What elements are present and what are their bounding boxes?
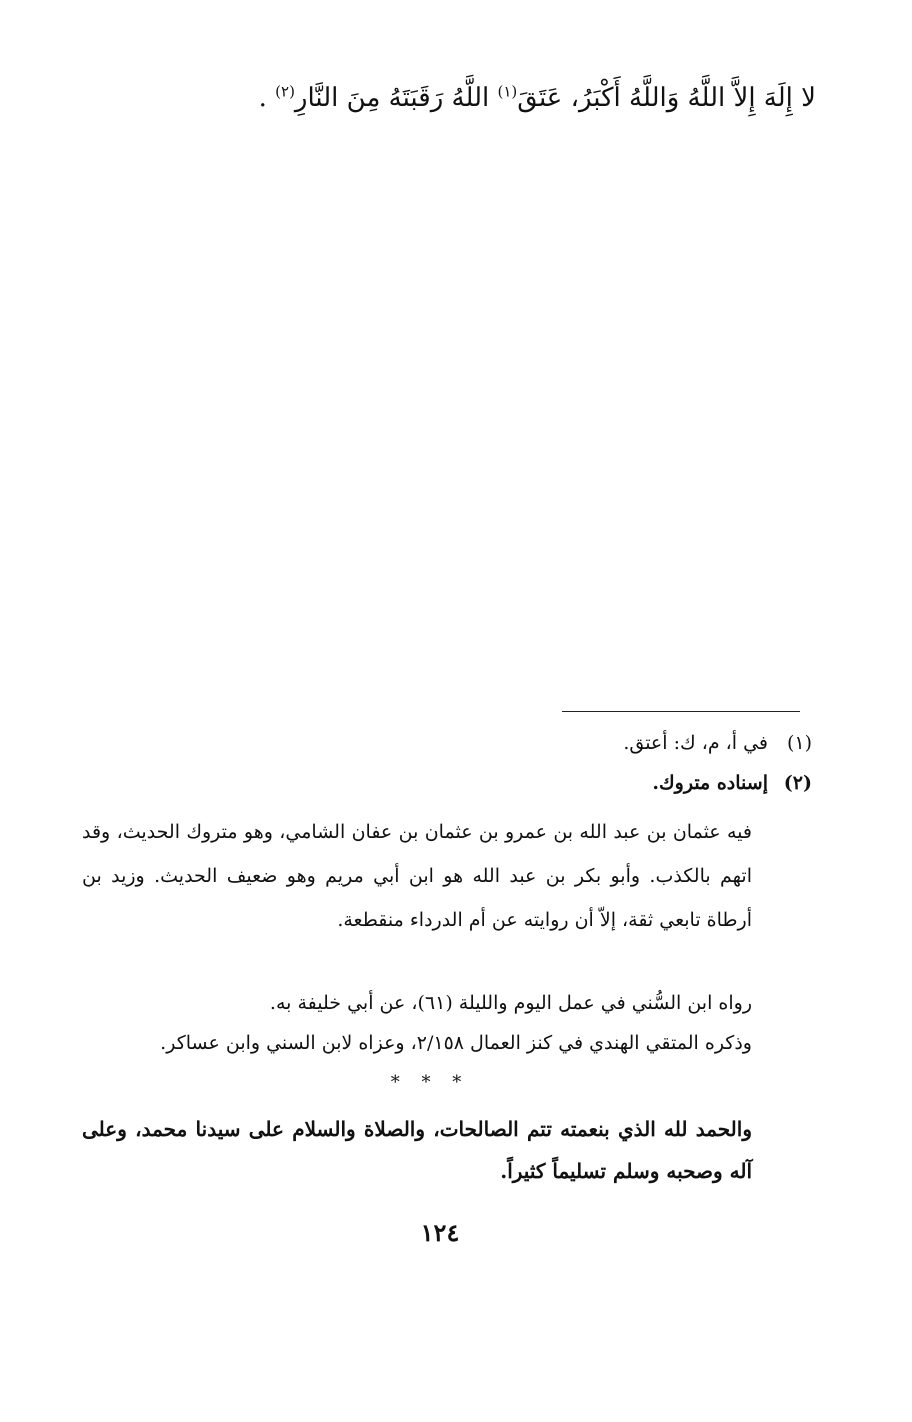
main-text-end: . <box>258 83 276 113</box>
footnote-2 <box>92 768 812 798</box>
footnote-separator-rule <box>562 711 800 712</box>
section-separator-stars: * * * <box>390 1072 470 1093</box>
footnote-1-number: (١) <box>786 732 812 754</box>
footnote-1 <box>92 728 812 758</box>
main-text-line <box>116 78 816 118</box>
commentary-paragraph-1: فيه عثمان بن عبد الله بن عمرو بن عثمان بن عفان الشامي، وهو متروك الحديث، وقد اتهم بالكذب. وأبو بكر بن عبد الله هو ابن أبي مريم وهو ضعيف الحديث. وزيد بن أرطاة تابعي ثقة، إلاّ أن روايته عن أم الدرداء منقطعة. <box>82 821 752 931</box>
closing-doxology: والحمد لله الذي بنعمته تتم الصالحات، والصلاة والسلام على سيدنا محمد، وعلى آله وصحبه وسلم تسليماً كثيراً. <box>82 1117 752 1183</box>
footnote-1-text: في أ، م، ك: أعتق. <box>623 732 768 754</box>
footnote-2-text: إسناده متروك. <box>652 772 768 794</box>
commentary-paragraph-3: وذكره المتقي الهندي في كنز العمال ٢/١٥٨، وعزاه لابن السني وابن عساكر. <box>160 1032 752 1054</box>
footnote-ref-2[interactable]: (٢) <box>275 82 295 101</box>
main-text-part1: لا إِلَهَ إِلاَّ اللَّهُ وَاللَّهُ أَكْبَرُ، عَتَقَ <box>517 83 816 113</box>
commentary-paragraph-2: رواه ابن السُّني في عمل اليوم والليلة (٦١)، عن أبي خليفة به. <box>269 992 752 1014</box>
page-number: ١٢٤ <box>420 1218 460 1247</box>
footnote-ref-1[interactable]: (١) <box>497 82 518 101</box>
footnote-2-number: (٢) <box>783 772 812 794</box>
main-text-part2: اللَّهُ رَقَبَتَهُ مِنَ النَّارِ <box>294 83 498 113</box>
